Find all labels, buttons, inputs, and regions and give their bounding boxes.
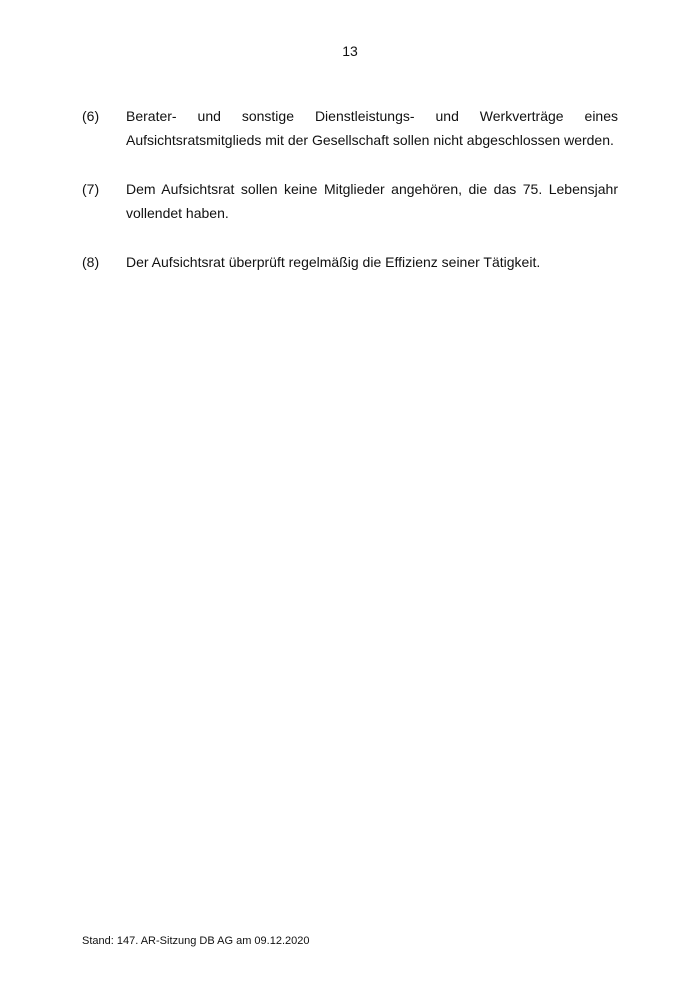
clause-list <box>82 104 618 299</box>
clause-8 <box>82 250 618 274</box>
clause-number: (7) <box>82 181 100 197</box>
clause-text: Der Aufsichtsrat überprüft regelmäßig die Effizienz seiner Tätigkeit. <box>126 254 541 270</box>
clause-7 <box>82 177 618 225</box>
page-number: 13 <box>342 43 358 59</box>
clause-text: Dem Aufsichtsrat sollen keine Mitglieder angehören, die das 75. Lebensjahr vollendet haben. <box>126 181 618 221</box>
clause-number: (6) <box>82 108 100 124</box>
clause-text: Berater- und sonstige Dienstleistungs- und Werkverträge eines Aufsichtsratsmitglieds mit der Gesellschaft sollen nicht abgeschlossen werden. <box>126 108 618 148</box>
clause-number: (8) <box>82 254 100 270</box>
footer-status: Stand: 147. AR-Sitzung DB AG am 09.12.2020 <box>82 935 310 947</box>
clause-6 <box>82 104 618 152</box>
